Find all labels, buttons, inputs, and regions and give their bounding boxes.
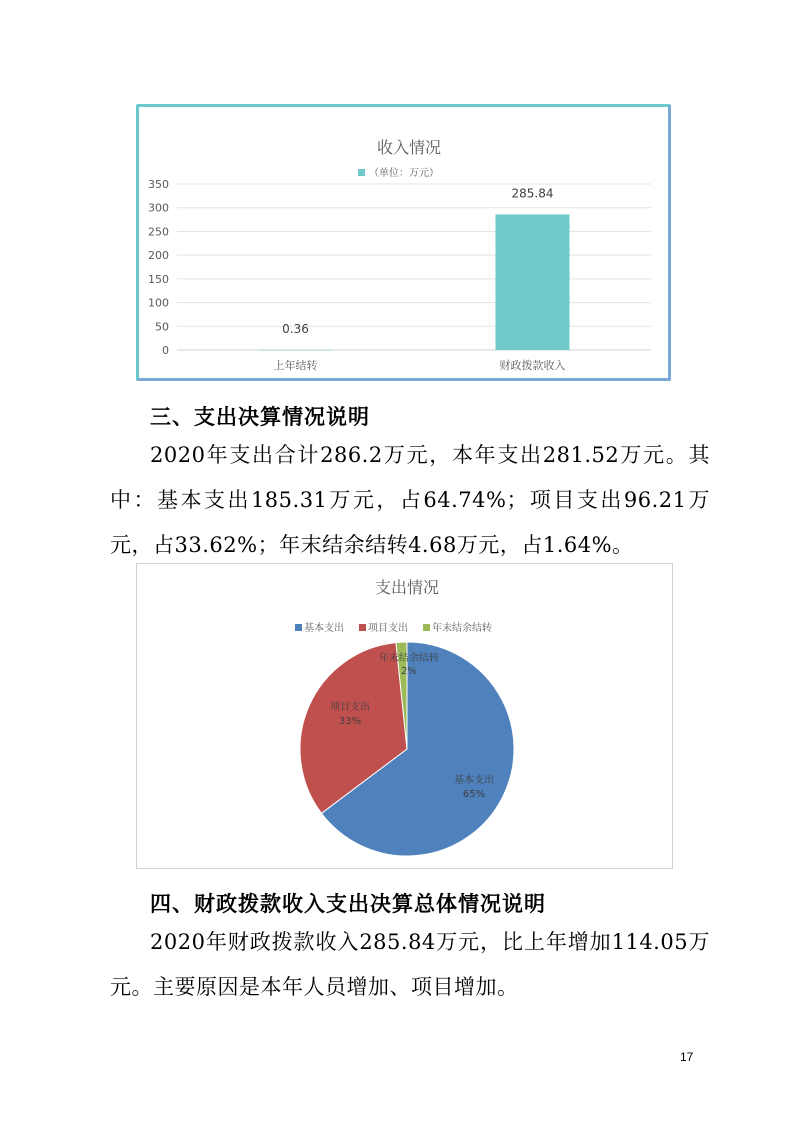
y-tick-label: 0	[162, 344, 169, 357]
y-tick-label: 300	[148, 201, 169, 215]
legend-label-balance: 年末结余结转	[432, 623, 492, 634]
income-legend-swatch	[358, 169, 365, 176]
section3-heading: 三、支出决算情况说明	[150, 405, 370, 429]
data-label: 285.84	[511, 186, 554, 201]
income-legend-label: （单位：万元）	[369, 168, 439, 179]
slice-label-basic-pct: 65%	[462, 789, 486, 800]
legend-swatch-basic	[295, 624, 302, 631]
slice-label-balance-name: 年末结余结转	[379, 653, 439, 664]
legend-swatch-balance	[423, 624, 430, 631]
y-tick-label: 350	[148, 178, 169, 191]
data-label: 0.36	[282, 321, 309, 336]
x-tick-label: 财政拨款收入	[499, 359, 566, 372]
expense-pie-chart	[137, 564, 672, 868]
bar	[496, 214, 570, 350]
slice-label-project-name: 项目支出	[330, 702, 370, 713]
slice-label-basic-name: 基本支出	[454, 775, 494, 786]
slice-label-balance-pct: 2%	[401, 666, 417, 677]
page-number: 17	[680, 1050, 694, 1064]
y-tick-label: 200	[148, 249, 169, 263]
section3-paragraph: 2020年支出合计286.2万元，本年支出281.52万元。其中：基本支出185.31万元，占64.74%；项目支出96.21万元，占33.62%；年末结余结转4.68万元，占1.64%。	[110, 443, 710, 557]
legend-label-basic: 基本支出	[304, 623, 344, 634]
legend-label-project: 项目支出	[368, 623, 408, 634]
slice-label-project-pct: 33%	[338, 716, 362, 727]
income-chart-frame	[136, 104, 671, 381]
y-tick-label: 100	[148, 296, 169, 310]
y-tick-label: 150	[148, 272, 169, 286]
y-tick-label: 250	[148, 225, 169, 239]
y-tick-label: 50	[155, 320, 169, 334]
expense-legend	[295, 621, 492, 634]
legend-swatch-project	[359, 624, 366, 631]
income-chart-title: 收入情况	[376, 138, 442, 157]
expense-chart-title: 支出情况	[374, 578, 440, 597]
x-tick-label: 上年结转	[273, 359, 318, 372]
expense-chart-frame	[136, 563, 673, 869]
bar	[259, 350, 333, 351]
section4-paragraph: 2020年财政拨款收入285.84万元，比上年增加114.05万元。主要原因是本年人员增加、项目增加。	[110, 930, 710, 999]
income-bar-chart	[139, 107, 668, 378]
section4-heading: 四、财政拨款收入支出决算总体情况说明	[150, 892, 546, 916]
